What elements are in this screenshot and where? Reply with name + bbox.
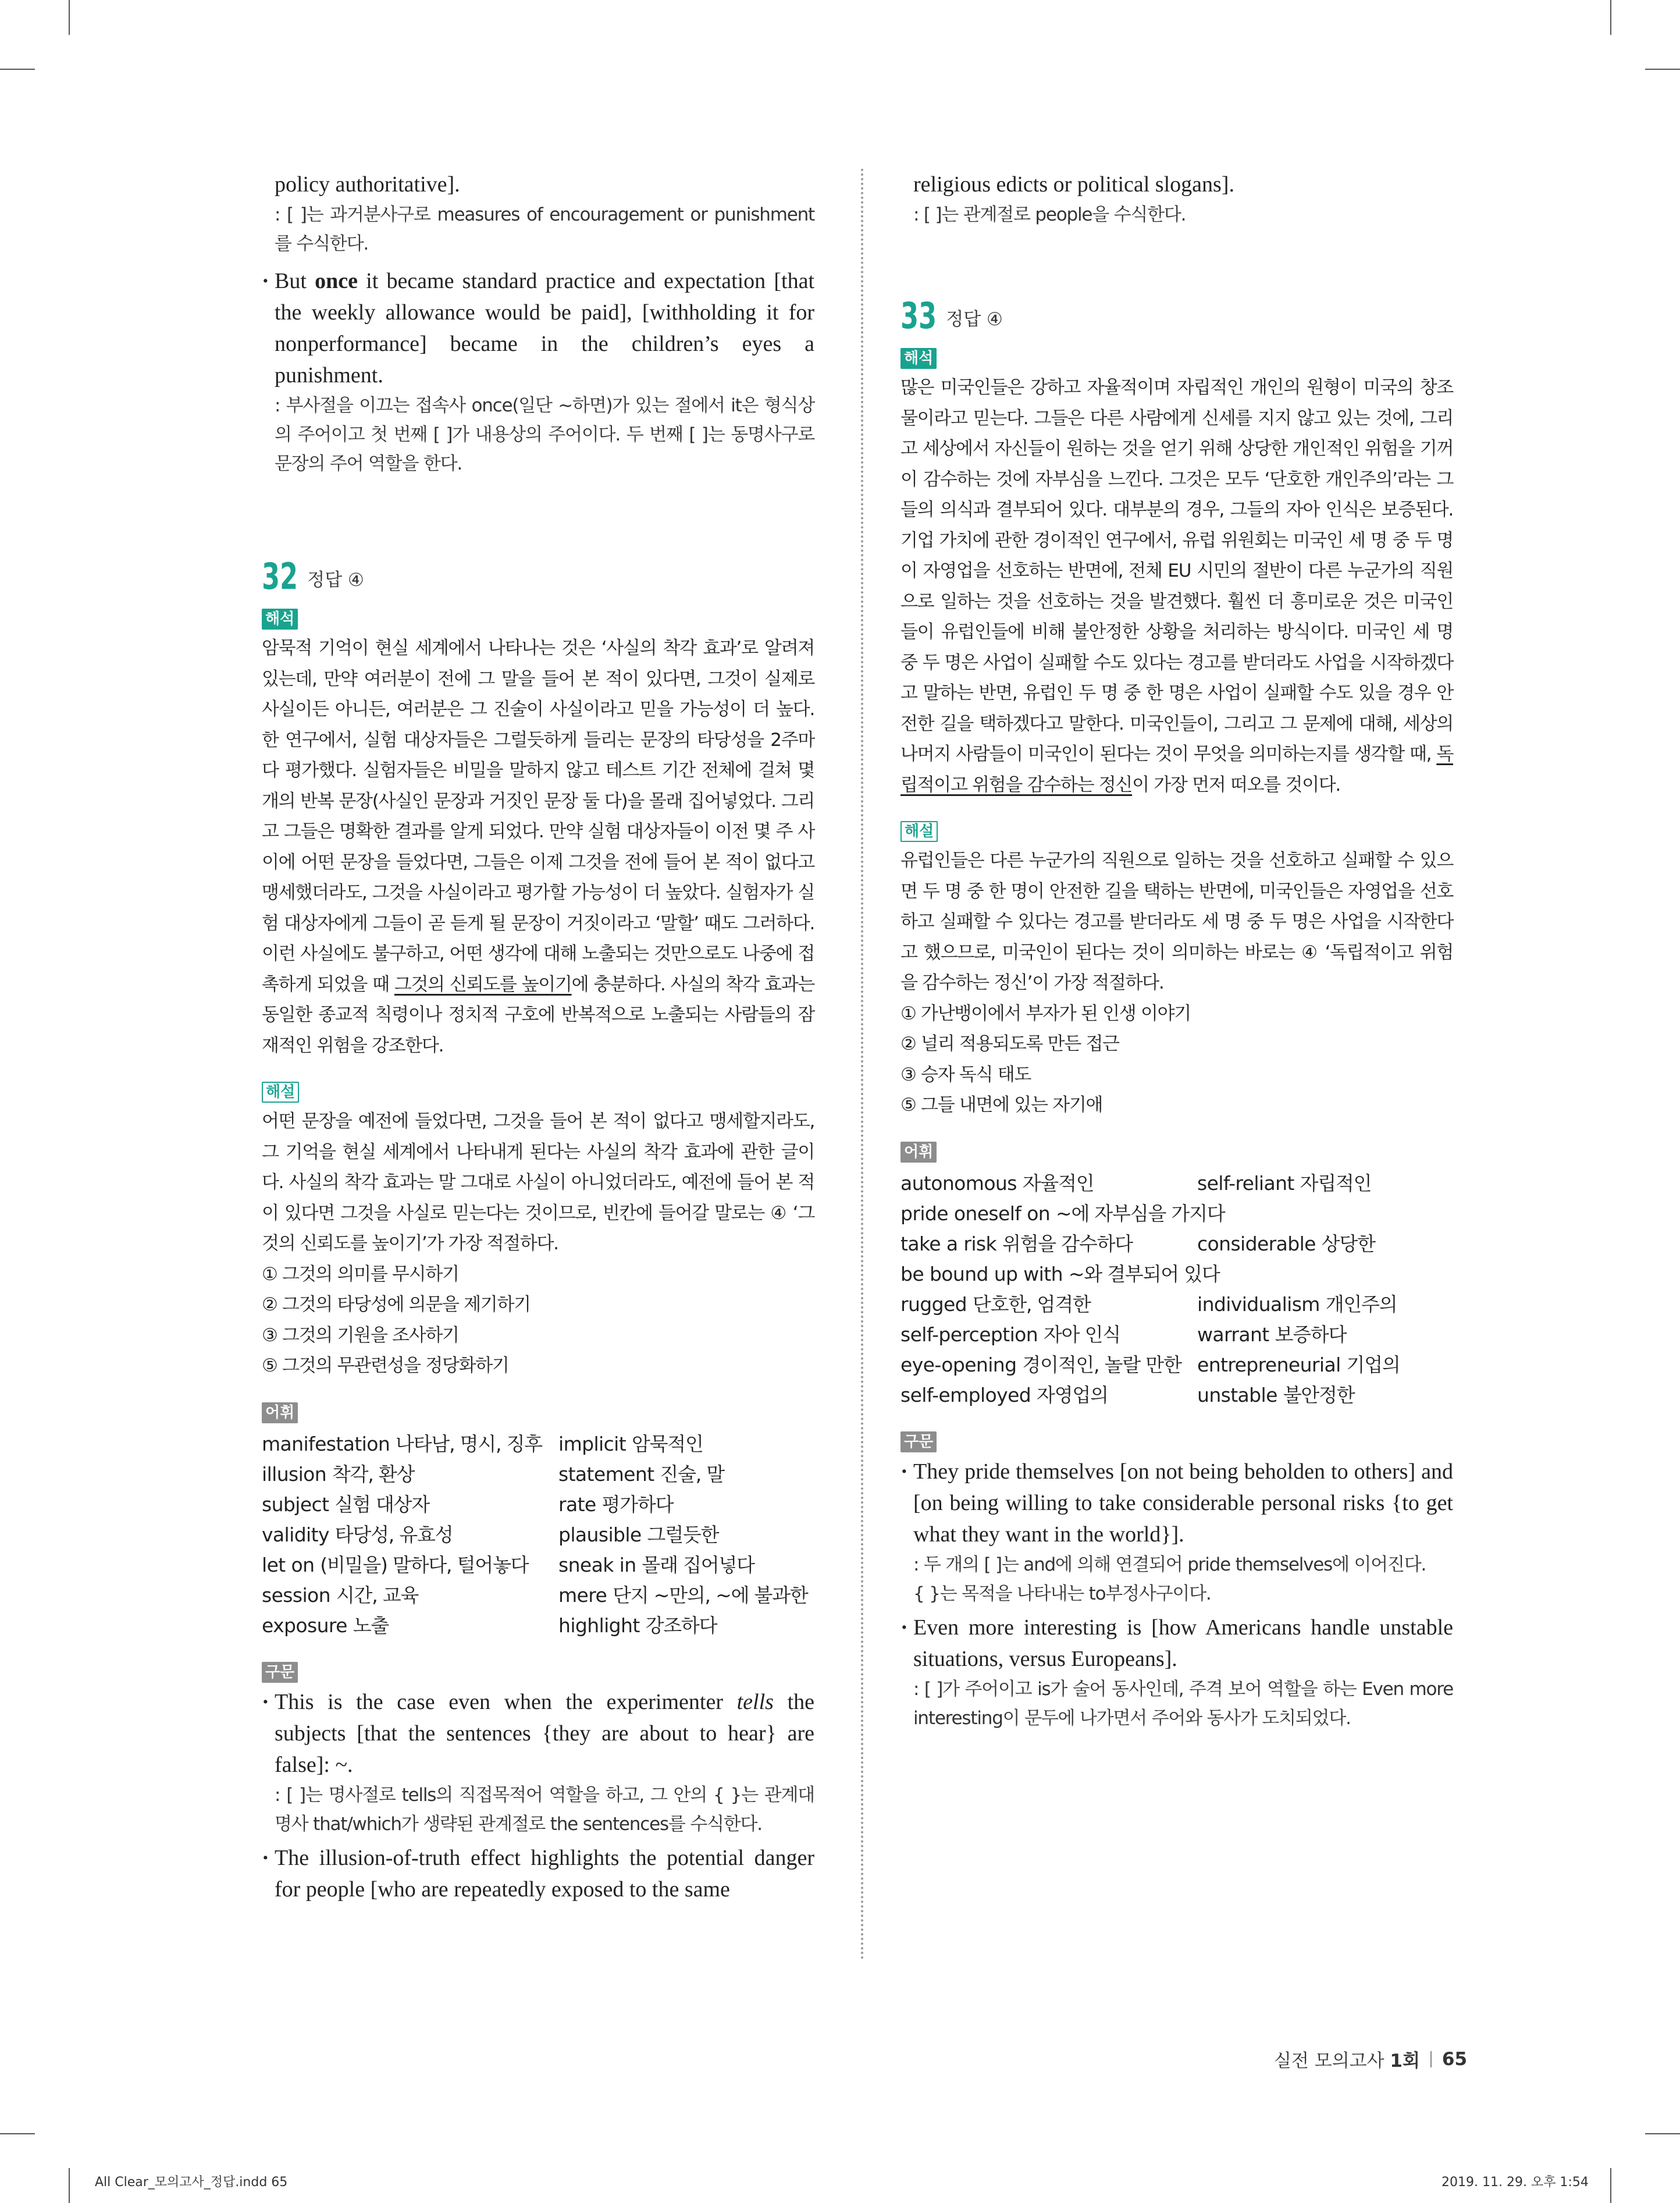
vocab-badge: 어휘: [262, 1402, 298, 1423]
option-item: ③ 승자 독식 태도: [900, 1064, 1031, 1085]
vocab-item: self-perception 자아 인식: [900, 1323, 1120, 1346]
vocab-item: sneak in 몰래 집어넣다: [558, 1553, 754, 1576]
syntax-note: { }는 목적을 나타내는 to부정사구이다.: [913, 1583, 1211, 1604]
vocab-item: rugged 단호한, 엄격한: [900, 1292, 1091, 1316]
vocab-list: [262, 1429, 814, 1641]
explanation-text: 유럽인들은 다른 누군가의 직원으로 일하는 것을 선호하고 실패할 수 있으면 두 명 중 한 명이 안전한 길을 택하는 반면에, 미국인들은 자영업을 선호하고 실패할 수 있다는 경고를 받더라도 세 명 중 두 명은 사업을 시작한다고 했으므로, 미국인이 된다는 것이 의미하는 바로는 ④ ‘독립적이고 위험을 감수하는 정신’이 가장 적절하다.: [900, 850, 1453, 993]
vocab-item: illusion 착각, 환상: [262, 1462, 415, 1486]
vocab-item: self-reliant 자립적인: [1197, 1171, 1372, 1195]
crop-mark: [1645, 69, 1680, 70]
question-33: [900, 287, 1453, 1733]
vocab-item: eye-opening 경이적인, 놀랄 만한: [900, 1353, 1181, 1376]
vocab-item: pride oneself on ~에 자부심을 가지다: [900, 1202, 1225, 1225]
translation-text: 많은 미국인들은 강하고 자율적이며 자립적인 개인의 원형이 미국의 창조물이라고 믿는다. 그들은 다른 사람에게 신세를 지지 않고 있는 것에, 그리고 세상에서 자신들이 원하는 것을 얻기 위해 상당한 개인적인 위험을 기꺼이 감수하는 것에 자부심을 느낀다. 그것은 모두 ‘단호한 개인주의’라는 그들의 의식과 결부되어 있다. 대부분의 경우, 그들의 자아 인식은 보증된다. 기업 가치에 관한 경이적인 연구에서, 유럽 위원회는 미국인 세 명 중 두 명이 자영업을 선호하는 반면에, 전체 EU 시민의 절반이 다른 누군가의 직원으로 일하는 것을 선호하는 것을 발견했다. 훨씬 더 흥미로운 것은 미국인들이 유럽인들에 비해 불안정한 상황을 처리하는 방식이다. 미국인 세 명 중 두 명은 사업이 실패할 수도 있다는 경고를 받더라도 사업을 시작하겠다고 말하는 반면, 유럽인 두 명 중 한 명은 사업이 실패할 수도 있을 경우 안전한 길을 택하겠다고 말한다. 미국인들이, 그리고 그 문제에 대해, 세상의 나머지 사람들이 미국인이 된다는 것이 무엇을 의미하는지를 생각할 때, 독립적이고 위험을 감수하는 정신이 가장 먼저 떠오를 것이다.: [900, 377, 1453, 795]
answer-label: 정답 ④: [307, 570, 364, 591]
vocab-item: exposure 노출: [262, 1614, 389, 1637]
vocab-item: self-employed 자영업의: [900, 1383, 1108, 1406]
vocab-item: take a risk 위험을 감수하다: [900, 1232, 1133, 1255]
grammar-note: : 부사절을 이끄는 접속사 once(일단 ~하면)가 있는 절에서 it은 형식상의 주어이고 첫 번째 [ ]가 내용상의 주어이다. 두 번째 [ ]는 동명사구로 문장의 주어 역할을 한다.: [275, 395, 814, 474]
option-item: ⑤ 그것의 무관련성을 정당화하기: [262, 1355, 509, 1376]
explanation-text: 어떤 문장을 예전에 들었다면, 그것을 들어 본 적이 없다고 맹세할지라도, 그 기억을 현실 세계에서 나타내게 된다는 사실의 착각 효과에 관한 글이다. 사실의 착각 효과는 말 그대로 사실이 아니었더라도, 예전에 들어 본 적이 있다면 그것을 사실로 믿는다는 것이므로, 빈칸에 들어갈 말로는 ④ ‘그것의 신뢰도를 높이기’가 가장 적절하다.: [262, 1111, 814, 1254]
vocab-item: session 시간, 교육: [262, 1583, 419, 1607]
question-header: [900, 287, 1453, 337]
grammar-sentence: · But once it became standard practice and expectation [that the weekly allowance would be paid], [withholding it for nonperformance] became in the children’s eyes a punishment.: [262, 265, 814, 391]
grammar-note: : [ ]는 과거분사구로 measures of encouragement or punishment를 수식한다.: [275, 204, 814, 254]
vocab-badge: 어휘: [900, 1142, 937, 1163]
vocab-item: warrant 보증하다: [1197, 1323, 1347, 1346]
translation-badge: 해석: [262, 609, 298, 630]
vocab-item: individualism 개인주의: [1197, 1292, 1397, 1316]
option-item: ② 널리 적용되도록 만든 접근: [900, 1033, 1119, 1054]
vocab-item: unstable 불안정한: [1197, 1383, 1355, 1406]
vocab-item: considerable 상당한: [1197, 1232, 1375, 1255]
vocab-item: plausible 그럴듯한: [558, 1523, 719, 1546]
option-item: ② 그것의 타당성에 의문을 제기하기: [262, 1294, 531, 1315]
print-slug-file: All Clear_모의고사_정답.indd 65: [95, 2175, 288, 2190]
crop-mark: [1645, 2133, 1680, 2134]
vocab-item: mere 단지 ~만의, ~에 불과한: [558, 1583, 808, 1607]
crop-mark: [0, 2133, 35, 2134]
syntax-note: : [ ]가 주어이고 is가 술어 동사인데, 주격 보어 역할을 하는 Even more interesting이 문두에 나가면서 주어와 동사가 도치되었다.: [913, 1678, 1453, 1729]
footer-title: 실전 모의고사: [1274, 2051, 1384, 2071]
vocab-item: manifestation 나타남, 명시, 징후: [262, 1432, 542, 1455]
vocab-item: subject 실험 대상자: [262, 1493, 429, 1516]
question-number: 32: [262, 555, 298, 598]
syntax-badge: 구문: [262, 1662, 298, 1683]
grammar-note: : [ ]는 관계절로 people을 수식한다.: [913, 204, 1186, 225]
page-number: 65: [1441, 2048, 1468, 2070]
syntax-note: : [ ]는 명사절로 tells의 직접목적어 역할을 하고, 그 안의 { }는 관계대명사 that/which가 생략된 관계절로 the sentences를 수식한다.: [275, 1784, 814, 1835]
syntax-sentence: · Even more interesting is [how Americans handle unstable situations, versus Europeans].: [900, 1612, 1453, 1675]
explanation-badge: 해설: [262, 1082, 299, 1103]
continued-sentence: policy authoritative].: [275, 172, 460, 197]
syntax-note: : 두 개의 [ ]는 and에 의해 연결되어 pride themselves에 이어진다.: [913, 1554, 1426, 1575]
question-number: 33: [900, 294, 937, 337]
vocab-item: let on (비밀을) 말하다, 털어놓다: [262, 1553, 529, 1576]
vocab-item: highlight 강조하다: [558, 1614, 717, 1637]
option-item: ③ 그것의 기원을 조사하기: [262, 1324, 459, 1346]
continued-sentence: religious edicts or political slogans].: [913, 172, 1234, 197]
vocab-item: autonomous 자율적인: [900, 1171, 1094, 1195]
vocab-item: implicit 암묵적인: [558, 1432, 703, 1455]
option-item: ① 가난뱅이에서 부자가 된 인생 이야기: [900, 1003, 1191, 1024]
vocab-item: statement 진술, 말: [558, 1462, 725, 1486]
crop-mark: [0, 69, 35, 70]
question-header: [262, 548, 814, 598]
crop-mark: [1610, 0, 1611, 35]
page-footer: [1274, 2046, 1467, 2072]
option-item: ⑤ 그들 내면에 있는 자기애: [900, 1095, 1103, 1115]
vocab-item: rate 평가하다: [558, 1493, 674, 1516]
column-divider: [861, 169, 863, 1961]
vocab-list: [900, 1168, 1453, 1410]
crop-mark: [69, 0, 70, 35]
print-slug-date: 2019. 11. 29. 오후 1:54: [1441, 2175, 1589, 2190]
crop-mark: [69, 2168, 70, 2203]
vocab-item: validity 타당성, 유효성: [262, 1523, 453, 1546]
syntax-sentence: · This is the case even when the experimenter tells the subjects [that the sentences {they are about to hear} are false]: ~.: [262, 1686, 814, 1781]
answer-label: 정답 ④: [946, 309, 1003, 330]
question-32: [262, 548, 814, 1905]
vocab-item: be bound up with ~와 결부되어 있다: [900, 1262, 1220, 1285]
crop-mark: [1610, 2168, 1611, 2203]
translation-badge: 해석: [900, 348, 937, 369]
syntax-sentence: · They pride themselves [on not being beholden to others] and [on being willing to take considerable personal risks {to get what they want in the world}].: [900, 1456, 1453, 1550]
translation-text: 암묵적 기억이 현실 세계에서 나타나는 것은 ‘사실의 착각 효과’로 알려져 있는데, 만약 여러분이 전에 그 말을 들어 본 적이 있다면, 그것이 실제로 사실이든 아니든, 여러분은 그 진술이 사실이라고 믿을 가능성이 더 높다. 한 연구에서, 실험 대상자들은 그럴듯하게 들리는 문장의 타당성을 2주마다 평가했다. 실험자들은 비밀을 말하지 않고 테스트 기간 전체에 걸쳐 몇 개의 반복 문장(사실인 문장과 거짓인 문장 둘 다)을 몰래 집어넣었다. 그리고 그들은 명확한 결과를 알게 되었다. 만약 실험 대상자들이 이전 몇 주 사이에 어떤 문장을 들었다면, 그들은 이제 그것을 전에 들어 본 적이 없다고 맹세했더라도, 그것을 사실이라고 평가할 가능성이 더 높았다. 실험자가 실험 대상자에게 그들이 곧 듣게 될 문장이 거짓이라고 ‘말할’ 때도 그러하다. 이런 사실에도 불구하고, 어떤 생각에 대해 노출되는 것만으로도 나중에 접촉하게 되었을 때 그것의 신뢰도를 높이기에 충분하다. 사실의 착각 효과는 동일한 종교적 칙령이나 정치적 구호에 반복적으로 노출되는 사람들의 잠재적인 위험을 강조한다.: [262, 638, 814, 1056]
option-item: ① 그것의 의미를 무시하기: [262, 1263, 459, 1285]
left-column: [262, 169, 814, 1905]
syntax-sentence: · The illusion-of-truth effect highlights the potential danger for people [who are repeatedly exposed to the same: [262, 1842, 814, 1905]
right-column: [900, 169, 1453, 1733]
footer-round: 1회: [1390, 2051, 1420, 2071]
syntax-badge: 구문: [900, 1431, 937, 1452]
explanation-badge: 해설: [900, 821, 938, 842]
vocab-item: entrepreneurial 기업의: [1197, 1353, 1400, 1376]
footer-separator: [1430, 2051, 1432, 2067]
